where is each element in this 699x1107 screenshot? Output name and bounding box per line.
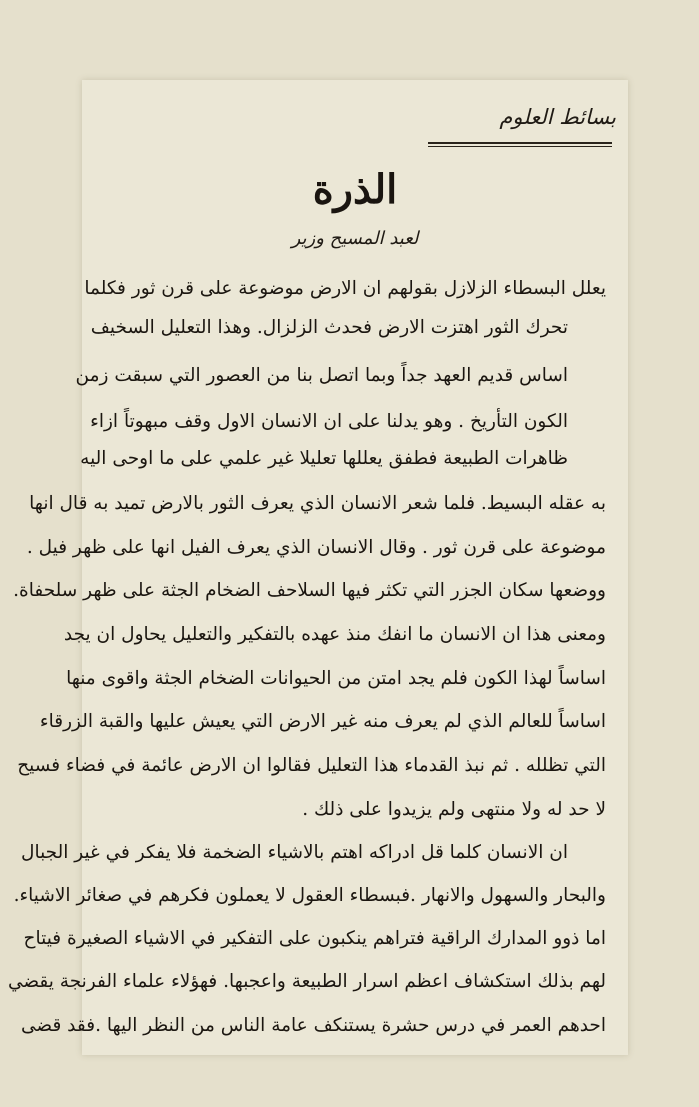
text-line-2: تحرك الثور اهتزت الارض فحدث الزلزال. وهذا التعليل السخيف [90,317,568,338]
text-line-17: لهم بذلك استكشاف اعظم اسرار الطبيعة واعجبها. فهؤلاء علماء الفرنجة يقضي [7,971,606,992]
text-line-7: موضوعة على قرن ثور . وقال الانسان الذي يعرف الفيل انها على ظهر فيل . [26,537,606,558]
text-line-6: به عقله البسيط. فلما شعر الانسان الذي يعرف الثور بالارض تميد به قال انها [29,493,606,514]
text-line-14: ان الانسان كلما قل ادراكه اهتم بالاشياء الضخمة فلا يفكر في غير الجبال [21,842,568,863]
text-line-3: اساس قديم العهد جداً وبما اتصل بنا من العصور التي سبقت زمن [75,365,568,386]
series-header: بسائط العلوم [499,105,616,129]
text-line-13: لا حد له ولا منتهى ولم يزيدوا على ذلك . [302,799,606,820]
text-line-4: الكون التأريخ . وهو يدلنا على ان الانسان الاول وقف مبهوتاً ازاء [90,411,568,432]
text-line-11: اساساً للعالم الذي لم يعرف منه غير الارض التي يعيش عليها والقبة الزرقاء [39,711,606,732]
text-line-10: اساساً لهذا الكون فلم يجد امتن من الحيوانات الضخام الجثة واقوى منها [66,668,606,689]
text-line-5: ظاهرات الطبيعة فطفق يعللها تعليلا غير علمي على ما اوحى اليه [80,448,568,469]
article-title: الذرة [312,166,398,213]
text-line-15: والبحار والسهول والانهار .فبسطاء العقول لا يعملون فكرهم في صغائر الاشياء. [13,885,606,906]
text-line-1: يعلل البسطاء الزلازل بقولهم ان الارض موضوعة على قرن ثور فكلما [84,278,606,299]
text-line-12: التي تظلله . ثم نبذ القدماء هذا التعليل فقالوا ان الارض عائمة في فضاء فسيح [17,755,606,776]
article-author: لعبد المسيح وزير [291,228,419,249]
text-line-8: ووضعها سكان الجزر التي تكثر فيها السلاحف الضخام الجثة على ظهر سلحفاة. [13,580,606,601]
text-line-9: ومعنى هذا ان الانسان ما انفك منذ عهده بالتفكير والتعليل يحاول ان يجد [63,624,606,645]
header-double-rule [428,142,612,149]
book-page [7,80,628,1055]
text-line-16: اما ذوو المدارك الراقية فتراهم ينكبون على التفكير في الاشياء الصغيرة فيتاح [23,928,606,949]
text-line-18: احدهم العمر في درس حشرة يستنكف عامة الناس من النظر اليها .فقد قضى [20,1015,606,1036]
